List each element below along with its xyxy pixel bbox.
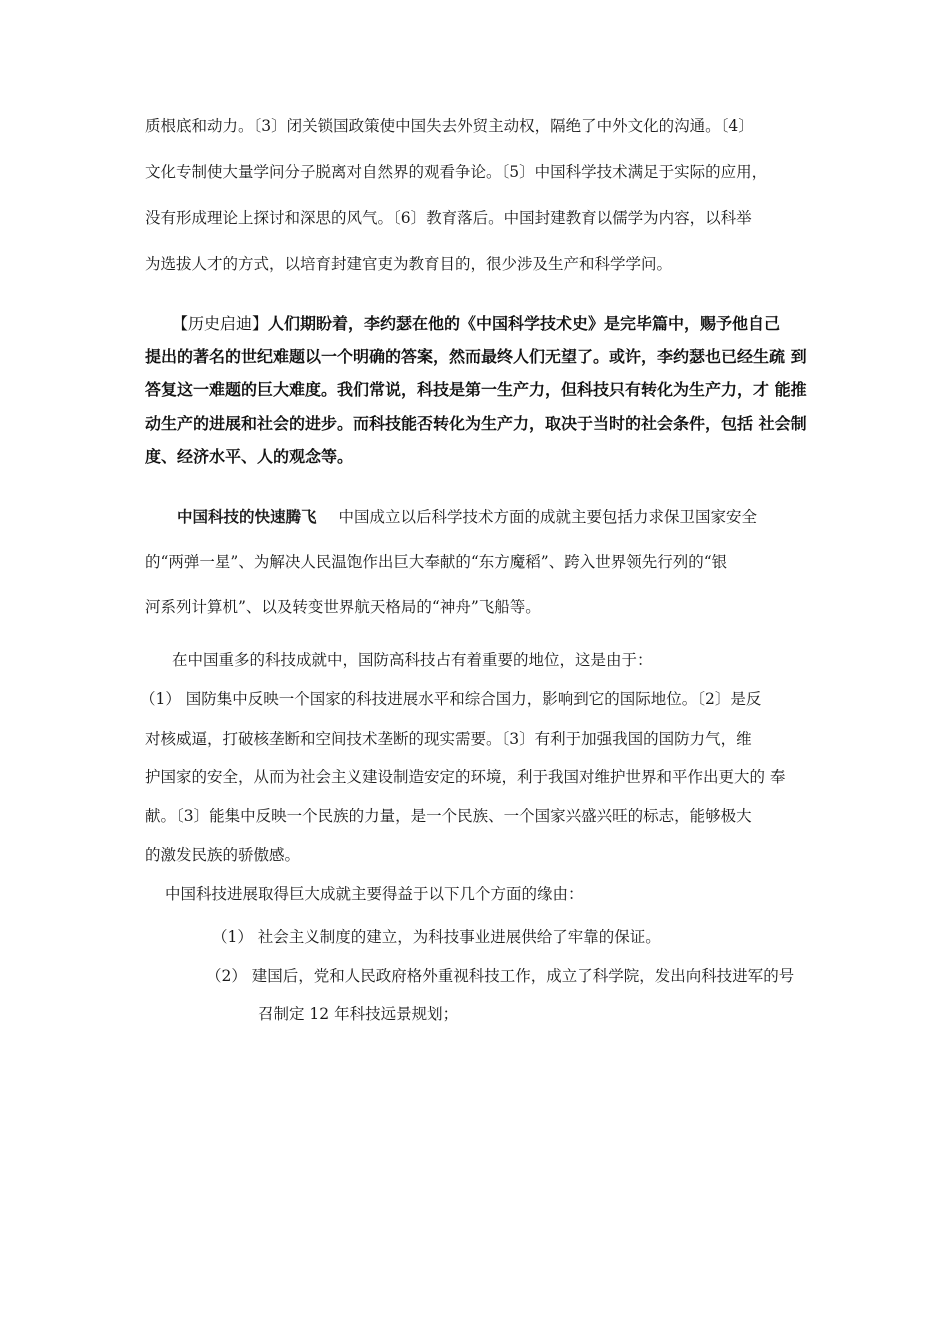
defense-line-1: （1） 国防集中反映一个国家的科技进展水平和综合国力，影响到它的国际地位。〔2〕是反 <box>140 690 762 708</box>
reasons-item-1: （1） 社会主义制度的建立，为科技事业进展供给了牢靠的保证。 <box>212 928 661 946</box>
causes-line-2: 文化专制使大量学问分子脱离对自然界的观看争论。〔5〕中国科学技术满足于实际的应用， <box>145 163 768 181</box>
defense-intro: 在中国重多的科技成就中，国防高科技占有着重要的地位，这是由于： <box>172 651 653 669</box>
history-insight-line-2: 提出的著名的世纪难题以一个明确的答案，然而最终人们无望了。或许，李约瑟也已经生疏 到 <box>145 347 807 366</box>
rapid-rise-line-3: 河系列计算机”、以及转变世界航天格局的“神舟”飞船等。 <box>145 598 541 616</box>
causes-line-3: 没有形成理论上探讨和深思的风气。〔6〕教育落后。中国封建教育以儒学为内容，以科举 <box>145 209 752 227</box>
defense-line-5: 的激发民族的骄傲感。 <box>145 846 301 864</box>
rapid-rise-line-1 <box>177 507 757 527</box>
defense-line-2: 对核威逼，打破核垄断和空间技术垄断的现实需要。〔3〕有利于加强我国的国防力气，维 <box>145 730 752 748</box>
history-insight-line-4: 动生产的进展和社会的进步。而科技能否转化为生产力，取决于当时的社会条件，包括 社会制 <box>145 414 807 433</box>
history-insight-line-1 <box>172 314 780 334</box>
reasons-item-2-line-2: 召制定 12 年科技远景规划； <box>258 1005 459 1023</box>
rapid-rise-line-2: 的“两弹一星”、为解决人民温饱作出巨大奉献的“东方魔稻”、跨入世界领先行列的“银 <box>145 553 728 571</box>
history-insight-line-5: 度、经济水平、人的观念等。 <box>145 447 354 466</box>
defense-line-4: 献。〔3〕能集中反映一个民族的力量，是一个民族、一个国家兴盛兴旺的标志，能够极大 <box>145 807 752 825</box>
history-insight-tag: 【历史启迪】 <box>172 314 269 333</box>
defense-line-3: 护国家的安全，从而为社会主义建设制造安定的环境，利于我国对维护世界和平作出更大的 奉 <box>145 768 786 786</box>
reasons-intro: 中国科技进展取得巨大成就主要得益于以下几个方面的缘由： <box>165 885 584 903</box>
history-insight-line-3: 答复这一难题的巨大难度。我们常说，科技是第一生产力，但科技只有转化为生产力，才 能推 <box>145 380 807 399</box>
rapid-rise-heading: 中国科技的快速腾飞 <box>177 508 317 526</box>
reasons-item-2-line-1: （2） 建国后，党和人民政府格外重视科技工作，成立了科学院，发出向科技进军的号 <box>206 967 795 985</box>
causes-line-1: 质根底和动力。〔3〕闭关锁国政策使中国失去外贸主动权，隔绝了中外文化的沟通。〔4〕 <box>145 117 754 135</box>
history-insight-text-1: 人们期盼着，李约瑟在他的《中国科学技术史》是完毕篇中，赐予他自己 <box>268 314 781 333</box>
rapid-rise-text-1: 中国成立以后科学技术方面的成就主要包括力求保卫国家安全 <box>338 508 758 526</box>
causes-line-4: 为选拔人才的方式，以培育封建官吏为教育目的，很少涉及生产和科学学问。 <box>145 255 673 273</box>
